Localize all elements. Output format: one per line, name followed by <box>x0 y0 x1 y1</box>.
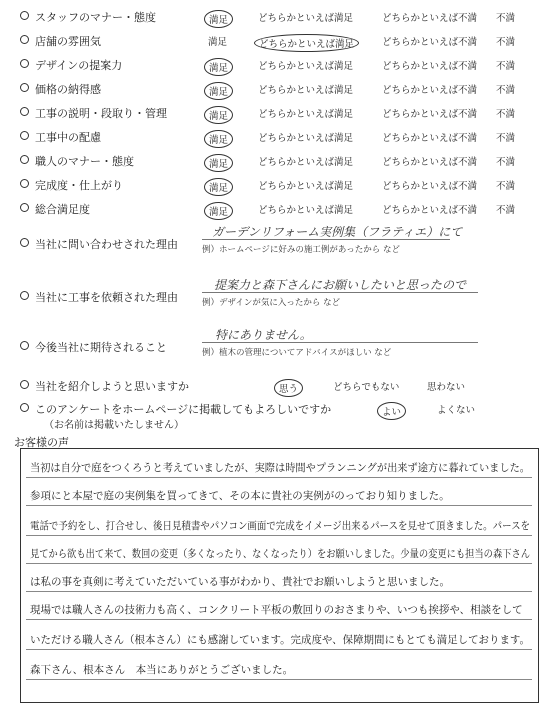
answer-underline <box>202 239 450 240</box>
handwritten-answer: 提案力と森下さんにお願いしたいと思ったので <box>214 278 467 292</box>
question-radio[interactable] <box>20 291 29 300</box>
rating-option[interactable]: どちらかといえば満足 <box>258 133 354 144</box>
rating-radio[interactable] <box>20 11 29 20</box>
question-note: （お名前は掲載いたしません） <box>44 420 184 431</box>
rating-option[interactable]: 不満 <box>496 85 516 96</box>
voice-comment-line: 見てから欲も出て来て、数回の変更（多くなったり、なくなったり）をお願いしました。少量の変更にも担当の森下さん <box>30 548 530 560</box>
answer-underline <box>202 292 478 293</box>
question-label: 当社を紹介しようと思いますか <box>35 380 189 393</box>
rating-option[interactable]: 不満 <box>496 13 516 24</box>
example-text: 例）植木の管理についてアドバイスがほしい など <box>202 348 392 358</box>
rating-radio[interactable] <box>20 59 29 68</box>
rating-label: スタッフのマナー・態度 <box>35 11 156 24</box>
rating-radio[interactable] <box>20 83 29 92</box>
introduce-option[interactable]: どちらでもない <box>333 382 400 393</box>
rating-option[interactable]: 満足 <box>204 106 233 124</box>
rating-option[interactable]: どちらかといえば満足 <box>258 205 354 216</box>
example-text: 例）ホームページに好みの施工例があったから など <box>202 245 400 255</box>
rating-label: 工事中の配慮 <box>35 131 101 144</box>
question-radio[interactable] <box>20 380 29 389</box>
rating-option[interactable]: 満足 <box>204 178 233 196</box>
rating-option[interactable]: どちらかといえば満足 <box>258 61 354 72</box>
rating-label: 完成度・仕上がり <box>35 179 123 192</box>
voice-comment-line: 森下さん、根本さん 本当にありがとうございました。 <box>30 664 294 676</box>
rating-option[interactable]: どちらかといえば満足 <box>258 13 354 24</box>
rating-option[interactable]: 不満 <box>496 181 516 192</box>
customer-voice-box <box>20 448 539 703</box>
rating-option[interactable]: 不満 <box>496 61 516 72</box>
rating-option[interactable]: 不満 <box>496 109 516 120</box>
rating-option[interactable]: どちらかといえば満足 <box>258 157 354 168</box>
rating-option[interactable]: 不満 <box>496 37 516 48</box>
rating-option[interactable]: どちらかといえば満足 <box>258 109 354 120</box>
rating-option[interactable]: どちらかといえば満足 <box>258 85 354 96</box>
handwritten-answer: ガーデンリフォーム実例集（フラティエ）にて <box>212 225 463 239</box>
rating-option[interactable]: 満足 <box>208 37 228 48</box>
rating-option[interactable]: どちらかといえば不満 <box>382 205 478 216</box>
question-label: 今後当社に期待されること <box>35 341 167 354</box>
question-label: 当社に問い合わせされた理由 <box>35 238 178 251</box>
rating-option[interactable]: 不満 <box>496 133 516 144</box>
voice-comment-line: 参項にと本屋で庭の実例集を買ってきて、その本に貴社の実例がのっており知りました。 <box>30 490 450 502</box>
publish-option[interactable]: よい <box>377 402 406 420</box>
rating-radio[interactable] <box>20 35 29 44</box>
rating-radio[interactable] <box>20 131 29 140</box>
rating-radio[interactable] <box>20 155 29 164</box>
rating-option[interactable]: どちらかといえば不満 <box>382 133 478 144</box>
question-radio[interactable] <box>20 341 29 350</box>
introduce-option[interactable]: 思う <box>274 379 303 397</box>
rating-option[interactable]: どちらかといえば満足 <box>258 181 354 192</box>
publish-option[interactable]: よくない <box>437 405 476 416</box>
rating-label: 職人のマナー・態度 <box>35 155 134 168</box>
rating-label: 総合満足度 <box>35 203 90 216</box>
rating-option[interactable]: どちらかといえば不満 <box>382 109 478 120</box>
rating-option[interactable]: 不満 <box>496 157 516 168</box>
rating-option[interactable]: どちらかといえば不満 <box>382 85 478 96</box>
answer-underline <box>202 342 478 343</box>
rating-option[interactable]: 満足 <box>204 202 233 220</box>
introduce-option[interactable]: 思わない <box>427 382 466 393</box>
rating-option[interactable]: どちらかといえば不満 <box>382 157 478 168</box>
voice-comment-line: 電話で予約をし、打合せし、後日見積書やパソコン画面で完成をイメージ出来るパースを見せて頂きました。パースを <box>30 520 530 532</box>
rating-label: 工事の説明・段取り・管理 <box>35 107 167 120</box>
rating-radio[interactable] <box>20 179 29 188</box>
voice-comment-line: 当初は自分で庭をつくろうと考えていましたが、実際は時間やプランニングが出来ず途方に暮れていました。 <box>30 462 530 474</box>
rating-option[interactable]: 不満 <box>496 205 516 216</box>
rating-option[interactable]: 満足 <box>204 130 233 148</box>
question-label: このアンケートをホームページに掲載してもよろしいですか <box>35 403 332 416</box>
handwritten-answer: 特にありません。 <box>215 328 312 342</box>
rating-option[interactable]: どちらかといえば不満 <box>382 37 478 48</box>
question-radio[interactable] <box>20 238 29 247</box>
example-text: 例）デザインが気に入ったから など <box>202 298 341 308</box>
rating-label: 価格の納得感 <box>35 83 101 96</box>
rating-option[interactable]: どちらかといえば不満 <box>382 13 478 24</box>
voice-heading: お客様の声 <box>14 436 69 449</box>
rating-option[interactable]: 満足 <box>204 154 233 172</box>
rating-option[interactable]: どちらかといえば満足 <box>254 34 359 52</box>
rating-radio[interactable] <box>20 203 29 212</box>
voice-comment-line: いただける職人さん（根本さん）にも感謝しています。完成度や、保障期間にもとても満足しております。 <box>30 634 530 646</box>
voice-comment-line: は私の事を真剣に考えていただいている事がわかり、貴社でお願いしようと思いました。 <box>30 576 450 588</box>
rating-label: 店舗の雰囲気 <box>35 35 101 48</box>
voice-comment-line: 現場では職人さんの技術力も高く、コンクリート平板の敷回りのおさまりや、いつも挨拶や、相談をして <box>30 604 523 616</box>
rating-option[interactable]: 満足 <box>204 82 233 100</box>
rating-option[interactable]: 満足 <box>204 10 233 28</box>
rating-radio[interactable] <box>20 107 29 116</box>
rating-option[interactable]: どちらかといえば不満 <box>382 61 478 72</box>
rating-option[interactable]: 満足 <box>204 58 233 76</box>
question-label: 当社に工事を依頼された理由 <box>35 291 178 304</box>
rating-option[interactable]: どちらかといえば不満 <box>382 181 478 192</box>
question-radio[interactable] <box>20 403 29 412</box>
rating-label: デザインの提案力 <box>35 59 123 72</box>
